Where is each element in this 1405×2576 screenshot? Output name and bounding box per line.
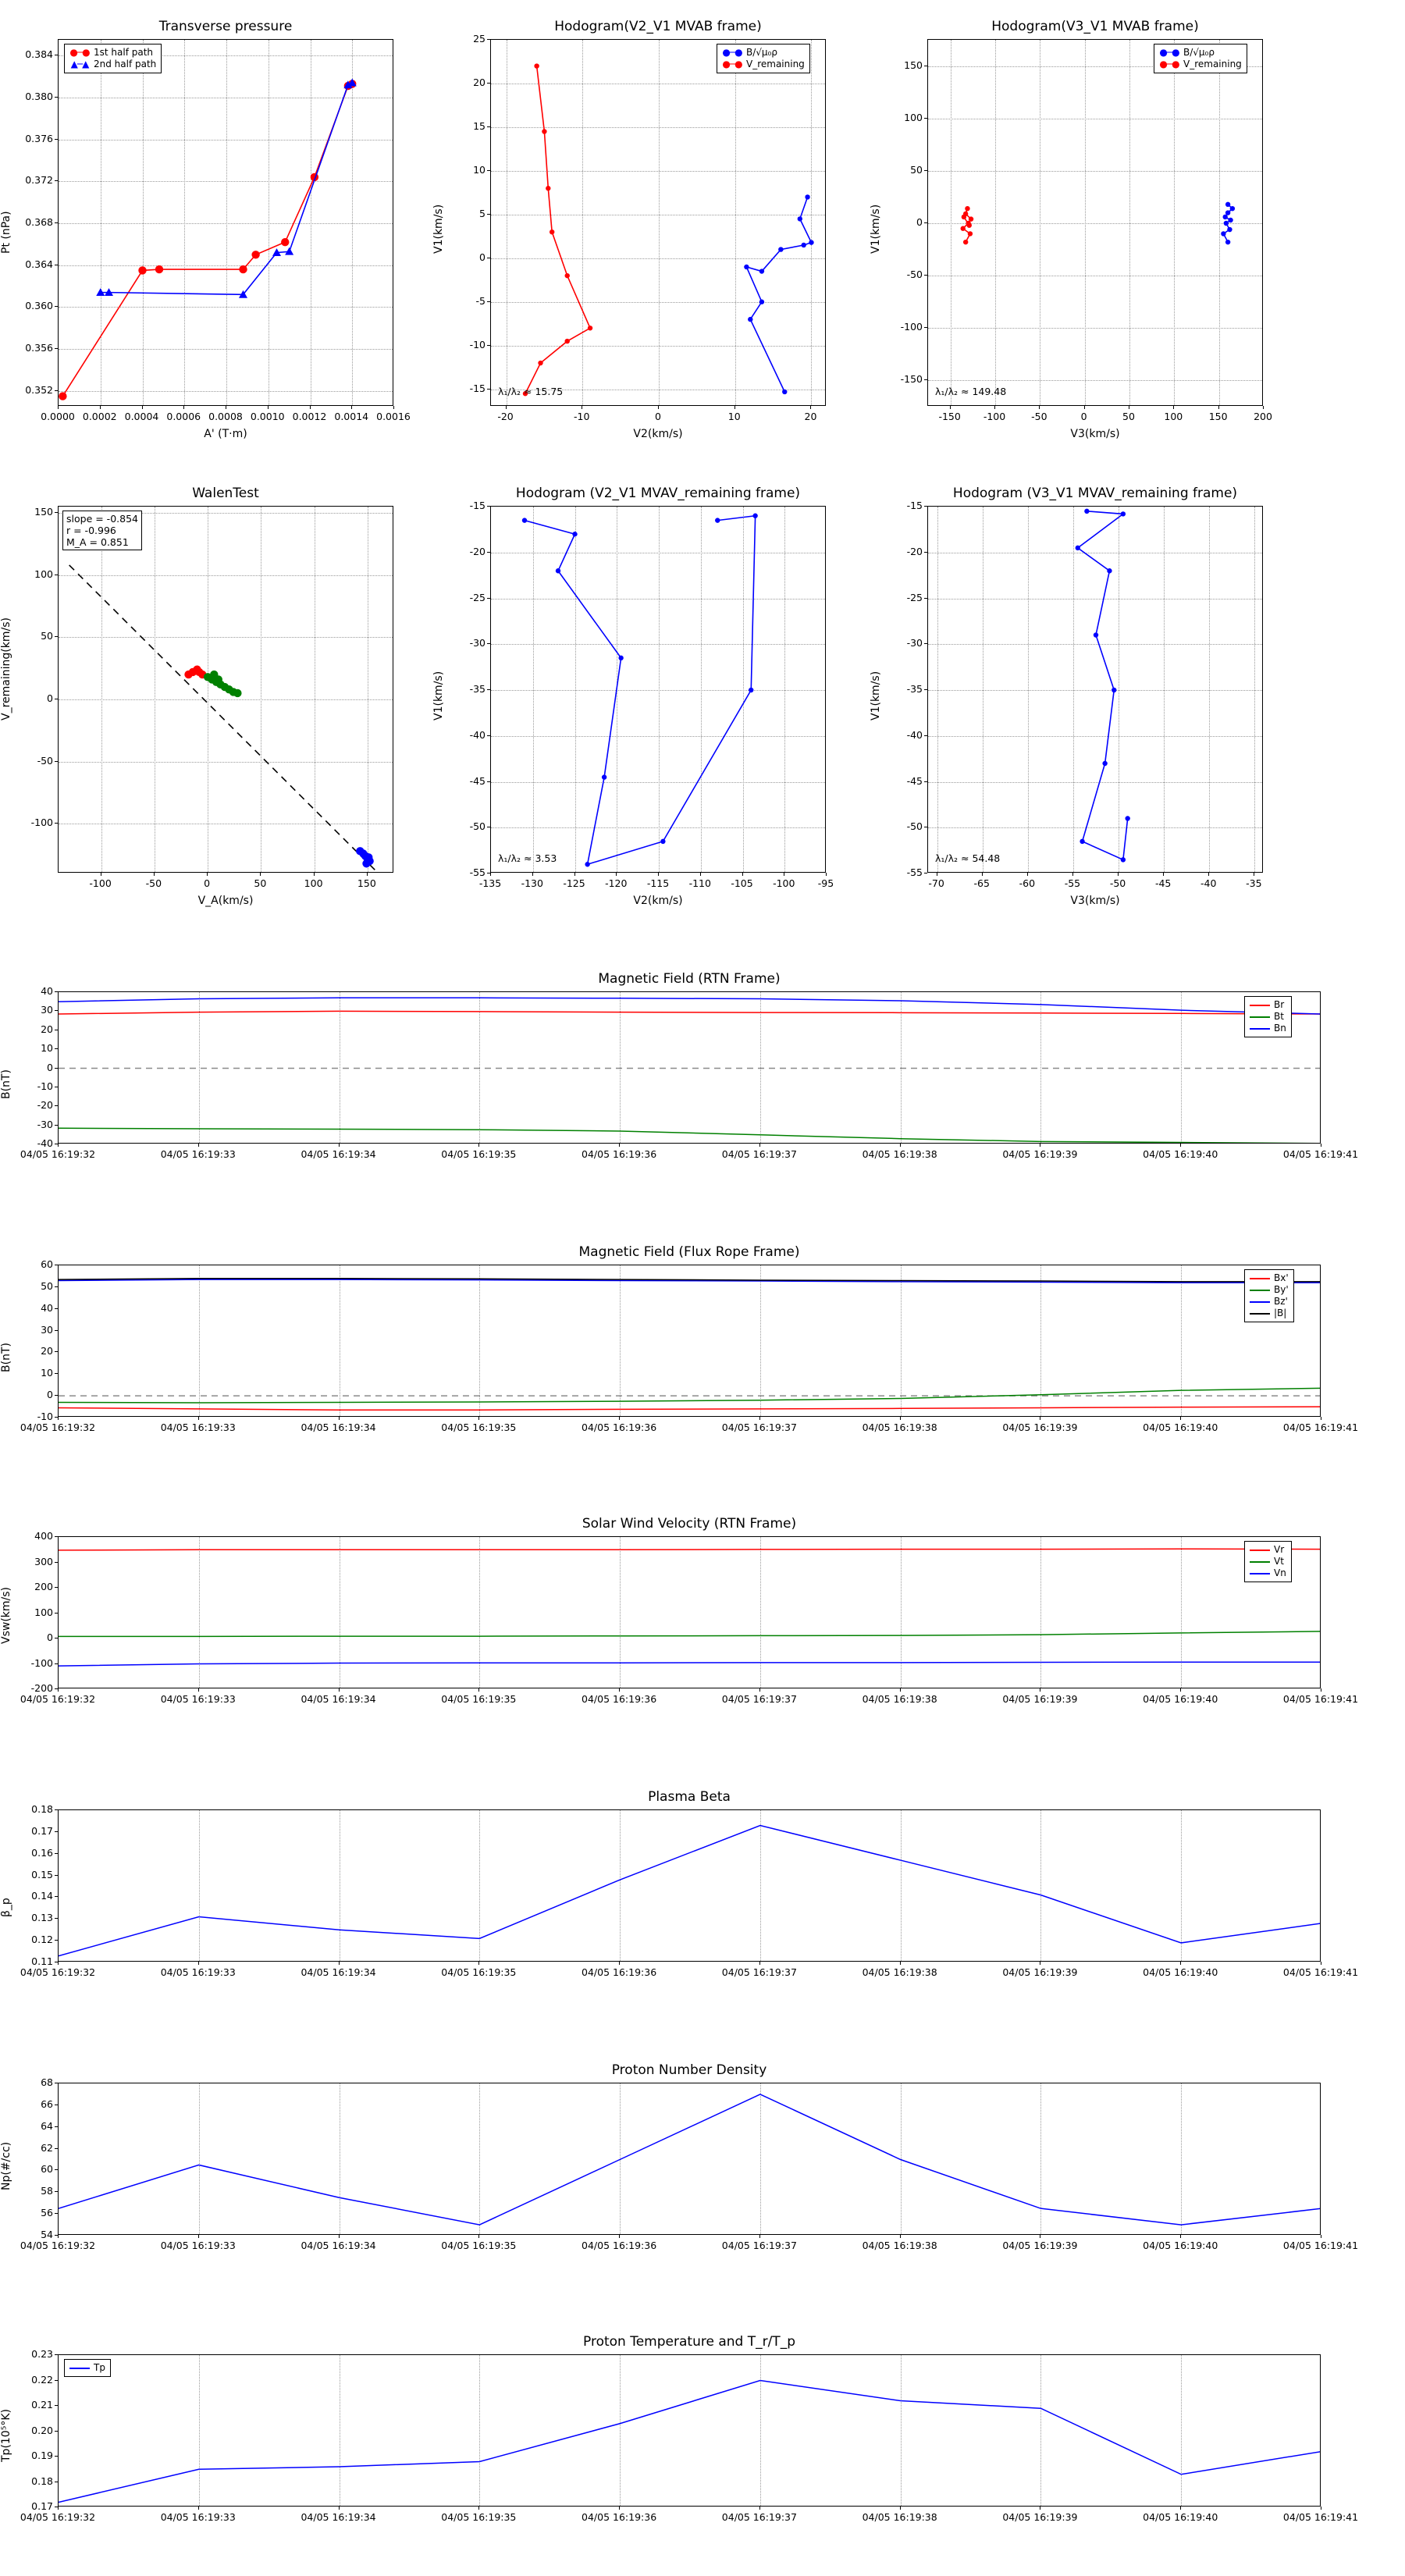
x-tick-label: -10 (574, 411, 590, 422)
x-tick-label: 04/05 16:19:39 (1002, 1966, 1078, 1978)
lambda-ratio-annotation: λ₁/λ₂ ≈ 3.53 (498, 852, 557, 864)
x-tick-label: 04/05 16:19:37 (721, 1148, 797, 1160)
x-tick-label: -40 (1200, 877, 1217, 889)
y-axis-label: V1(km/s) (870, 204, 882, 254)
chart-title-hodogram-v2v1-mvav: Hodogram (V2_V1 MVAV_remaining frame) (515, 486, 801, 501)
x-tick-label: 04/05 16:19:36 (582, 1148, 657, 1160)
y-tick-label: 40 (41, 1301, 53, 1314)
x-tick-label: 04/05 16:19:34 (301, 1421, 376, 1433)
x-tick-label: 04/05 16:19:33 (160, 1421, 236, 1433)
x-tick-label: 04/05 16:19:39 (1002, 1693, 1078, 1705)
x-tick-label: 04/05 16:19:37 (721, 2240, 797, 2251)
x-tick-label: 04/05 16:19:35 (441, 1693, 517, 1705)
x-tick-label: 04/05 16:19:41 (1282, 1148, 1359, 1160)
y-tick-label: 20 (473, 76, 486, 88)
legend-swatch-Tp (69, 2368, 90, 2369)
y-tick-label: 10 (41, 1367, 53, 1379)
chart-title-transverse-pressure: Transverse pressure (158, 19, 293, 34)
legend-label: Br (1274, 999, 1285, 1010)
y-axis-label: Np(#/cc) (0, 2141, 12, 2190)
y-tick-label: 0.384 (25, 48, 53, 61)
y-tick-label: -15 (906, 500, 923, 511)
y-tick-label: 0.360 (25, 300, 53, 312)
chart-plot-proton-temperature (59, 2355, 1321, 2507)
y-tick-label: 0.13 (31, 1912, 53, 1924)
x-tick-label: 04/05 16:19:38 (862, 1693, 937, 1705)
x-tick-label: 0.0012 (292, 411, 327, 422)
y-tick-label: 0.14 (31, 1890, 53, 1902)
y-tick-label: 0.11 (31, 1955, 53, 1967)
x-tick-label: 04/05 16:19:33 (160, 1693, 236, 1705)
x-tick-label: -20 (497, 411, 514, 422)
y-tick-mark (55, 2405, 58, 2406)
x-tick-mark (339, 2507, 340, 2510)
y-tick-label: 58 (41, 2185, 53, 2197)
y-tick-label: 200 (34, 1581, 53, 1592)
y-axis-label: V1(km/s) (432, 204, 445, 254)
chart-title-plasma-beta: Plasma Beta (648, 1789, 731, 1805)
x-tick-label: -50 (145, 877, 162, 889)
legend-label: V_remaining (746, 59, 805, 69)
x-tick-label: 04/05 16:19:32 (20, 1966, 96, 1978)
chart-legend-proton-temperature (64, 2359, 111, 2377)
y-axis-label: B(nT) (0, 1342, 12, 1372)
y-tick-label: -5 (475, 294, 486, 307)
x-tick-label: 04/05 16:19:39 (1002, 2240, 1078, 2251)
x-tick-label: 04/05 16:19:34 (301, 2511, 376, 2523)
x-tick-label: 04/05 16:19:38 (862, 1421, 937, 1433)
x-tick-label: 04/05 16:19:33 (160, 1966, 236, 1978)
x-tick-label: 04/05 16:19:35 (441, 1966, 517, 1978)
x-tick-label: 04/05 16:19:36 (582, 1693, 657, 1705)
y-axis-label: Tp(10⁵°K) (0, 2408, 12, 2462)
x-tick-label: 0.0006 (166, 411, 201, 422)
x-tick-label: -115 (646, 877, 670, 889)
lambda-ratio-annotation: λ₁/λ₂ ≈ 54.48 (935, 852, 1001, 864)
legend-entry (69, 2362, 105, 2374)
legend-marker-1st half path: ●─● (69, 47, 90, 58)
x-tick-label: 04/05 16:19:38 (862, 2511, 937, 2523)
y-tick-label: 50 (910, 163, 923, 176)
x-tick-label: 04/05 16:19:40 (1143, 1693, 1218, 1705)
x-tick-label: -60 (1019, 877, 1036, 889)
x-tick-label: 04/05 16:19:37 (721, 1421, 797, 1433)
chart-title-hodogram-v2v1-mvab: Hodogram(V2_V1 MVAB frame) (554, 19, 762, 34)
y-tick-label: 0 (47, 692, 53, 704)
x-tick-label: 04/05 16:19:36 (582, 1421, 657, 1433)
x-tick-label: 04/05 16:19:33 (160, 2240, 236, 2251)
x-tick-label: 04/05 16:19:34 (301, 1148, 376, 1160)
y-tick-label: 0.12 (31, 1934, 53, 1946)
x-tick-label: -65 (973, 877, 990, 889)
x-tick-mark (1180, 2507, 1181, 2510)
x-tick-label: 04/05 16:19:40 (1143, 1148, 1218, 1160)
y-axis-label: Vsw(km/s) (0, 1586, 12, 1644)
y-tick-label: -15 (469, 500, 486, 511)
series-line-Tp (59, 2381, 1321, 2503)
x-tick-label: 04/05 16:19:32 (20, 1693, 96, 1705)
x-tick-label: 200 (1254, 411, 1272, 422)
y-tick-label: -55 (469, 866, 486, 878)
y-tick-label: -45 (469, 774, 486, 787)
y-tick-label: 150 (904, 59, 923, 71)
y-tick-label: -45 (906, 774, 923, 787)
x-tick-label: -45 (1154, 877, 1172, 889)
x-tick-label: 04/05 16:19:33 (160, 2511, 236, 2523)
y-tick-label: 0.368 (25, 216, 53, 228)
y-tick-label: 60 (41, 1258, 53, 1270)
legend-marker-V_remaining: ●─● (722, 59, 742, 69)
y-tick-label: 0.356 (25, 342, 53, 354)
x-tick-mark (900, 2507, 901, 2510)
legend-marker-B/√μ₀ρ: ●─● (1159, 47, 1179, 58)
y-tick-label: 0.23 (31, 2348, 53, 2360)
y-tick-label: 50 (41, 630, 53, 642)
y-tick-label: 0.364 (25, 258, 53, 270)
y-tick-label: 0 (47, 1389, 53, 1401)
x-tick-label: 04/05 16:19:34 (301, 1966, 376, 1978)
legend-label: B/√μ₀ρ (746, 47, 777, 58)
x-tick-label: -50 (1109, 877, 1126, 889)
x-tick-label: -130 (521, 877, 543, 889)
legend-label: Tp (94, 2362, 105, 2373)
chart-title-hodogram-v3v1-mvab: Hodogram(V3_V1 MVAB frame) (991, 19, 1199, 34)
x-tick-label: 04/05 16:19:37 (721, 1966, 797, 1978)
x-tick-label: 04/05 16:19:32 (20, 1421, 96, 1433)
y-axis-label: B(nT) (0, 1069, 12, 1099)
x-tick-label: -95 (817, 877, 834, 889)
y-tick-label: 0 (916, 216, 923, 228)
y-tick-label: -100 (30, 1656, 53, 1669)
x-tick-label: 04/05 16:19:37 (721, 1693, 797, 1705)
x-tick-label: -100 (773, 877, 795, 889)
y-tick-label: -20 (469, 545, 486, 557)
legend-label: Bn (1274, 1023, 1286, 1034)
y-tick-label: -50 (469, 820, 486, 833)
x-tick-label: -105 (731, 877, 753, 889)
y-tick-label: 0 (47, 1631, 53, 1643)
x-tick-label: 04/05 16:19:39 (1002, 1421, 1078, 1433)
x-tick-label: 04/05 16:19:32 (20, 2240, 96, 2251)
chart-title-walen-test: WalenTest (192, 486, 259, 501)
y-tick-label: 0.16 (31, 1846, 53, 1859)
x-tick-label: 04/05 16:19:33 (160, 1148, 236, 1160)
x-tick-label: 04/05 16:19:35 (441, 1421, 517, 1433)
x-axis-label: V3(km/s) (1070, 428, 1120, 440)
y-tick-label: 20 (41, 1345, 53, 1357)
x-tick-label: 0.0008 (208, 411, 243, 422)
y-axis-label: V1(km/s) (870, 671, 882, 720)
x-tick-label: -50 (1031, 411, 1048, 422)
x-tick-label: -100 (983, 411, 1006, 422)
legend-marker-2nd half path: ▲─▲ (70, 59, 89, 69)
legend-label: Vn (1274, 1567, 1286, 1578)
x-tick-label: -150 (938, 411, 961, 422)
walen-stat-line: slope = -0.854 (66, 513, 138, 525)
walen-stat-line: M_A = 0.851 (66, 536, 129, 548)
x-tick-mark (759, 2507, 760, 2510)
y-tick-label: -200 (30, 1682, 53, 1694)
x-tick-label: 0 (204, 877, 211, 889)
x-tick-label: 04/05 16:19:37 (721, 2511, 797, 2523)
x-tick-label: 04/05 16:19:39 (1002, 1148, 1078, 1160)
legend-label: Vt (1274, 1556, 1284, 1567)
walen-stat-line: r = -0.996 (66, 525, 116, 536)
y-tick-label: -35 (906, 683, 923, 695)
y-tick-label: -150 (900, 373, 923, 386)
y-tick-label: 0.15 (31, 1868, 53, 1880)
y-tick-label: -20 (906, 545, 923, 557)
x-tick-label: 100 (304, 877, 323, 889)
y-tick-label: -50 (906, 820, 923, 833)
x-tick-label: 0.0004 (124, 411, 159, 422)
y-tick-label: 62 (41, 2141, 53, 2154)
y-tick-label: 20 (41, 1023, 53, 1035)
x-tick-label: 04/05 16:19:38 (862, 1966, 937, 1978)
y-tick-label: 0.18 (31, 1803, 53, 1815)
y-tick-label: 5 (479, 207, 486, 219)
x-tick-label: 04/05 16:19:41 (1282, 1966, 1359, 1978)
y-tick-label: 0.20 (31, 2424, 53, 2436)
x-tick-label: 04/05 16:19:41 (1282, 1693, 1359, 1705)
x-tick-label: -120 (605, 877, 628, 889)
y-tick-label: 0.21 (31, 2399, 53, 2411)
y-tick-label: 54 (41, 2229, 53, 2240)
y-tick-label: 30 (41, 1323, 53, 1336)
y-tick-label: 150 (34, 505, 53, 518)
x-tick-label: 20 (804, 411, 817, 422)
legend-label: |B| (1274, 1308, 1287, 1318)
legend-label: Vr (1274, 1544, 1285, 1555)
x-tick-label: 150 (357, 877, 376, 889)
legend-label: V_remaining (1183, 59, 1242, 69)
y-tick-label: -100 (30, 817, 53, 829)
y-tick-label: 50 (41, 1279, 53, 1292)
y-tick-label: 30 (41, 1004, 53, 1016)
x-tick-label: 100 (1164, 411, 1183, 422)
y-tick-label: -25 (906, 591, 923, 603)
y-axis-label: V1(km/s) (432, 671, 445, 720)
y-tick-label: -100 (900, 321, 923, 333)
legend-marker-B/√μ₀ρ: ●─● (722, 47, 742, 58)
chart-title-proton-number-density: Proton Number Density (611, 2062, 767, 2078)
x-tick-label: 0.0014 (334, 411, 369, 422)
x-tick-label: -100 (89, 877, 112, 889)
y-tick-label: 0.352 (25, 383, 53, 396)
x-tick-label: 04/05 16:19:41 (1282, 1421, 1359, 1433)
legend-label: By' (1274, 1284, 1289, 1295)
x-tick-label: 04/05 16:19:34 (301, 2240, 376, 2251)
x-tick-mark (478, 2507, 479, 2510)
x-tick-label: 04/05 16:19:40 (1143, 1421, 1218, 1433)
y-tick-label: -40 (469, 728, 486, 741)
x-axis-label: A' (T·m) (204, 428, 247, 440)
y-tick-label: -30 (906, 637, 923, 649)
x-tick-label: 04/05 16:19:38 (862, 2240, 937, 2251)
y-tick-label: -40 (906, 728, 923, 741)
y-tick-label: 300 (34, 1555, 53, 1567)
y-tick-label: 0.17 (31, 1824, 53, 1837)
x-tick-label: 04/05 16:19:40 (1143, 1966, 1218, 1978)
y-tick-label: -15 (469, 382, 486, 394)
y-tick-label: 0 (479, 251, 486, 263)
y-tick-label: 400 (34, 1530, 53, 1542)
chart-title-solar-wind-velocity: Solar Wind Velocity (RTN Frame) (582, 1516, 797, 1532)
y-tick-label: -20 (37, 1099, 53, 1112)
x-tick-label: 10 (727, 411, 741, 422)
y-tick-label: -10 (469, 338, 486, 350)
x-tick-label: 0 (1080, 411, 1087, 422)
x-axis-label: V2(km/s) (633, 428, 683, 440)
y-tick-label: -35 (469, 683, 486, 695)
y-tick-label: 100 (34, 568, 53, 580)
y-tick-label: -50 (906, 269, 923, 281)
x-tick-label: 04/05 16:19:38 (862, 1148, 937, 1160)
x-tick-label: -55 (1064, 877, 1081, 889)
plot-area-proton-temperature (58, 2354, 1321, 2507)
legend-label: Bt (1274, 1011, 1284, 1022)
y-tick-label: -10 (37, 1080, 53, 1092)
x-tick-label: 04/05 16:19:40 (1143, 2511, 1218, 2523)
x-tick-label: 04/05 16:19:32 (20, 2511, 96, 2523)
y-tick-label: 0.372 (25, 174, 53, 187)
y-axis-label: V_remaining(km/s) (0, 617, 12, 720)
x-tick-label: 0.0000 (41, 411, 75, 422)
x-tick-label: -125 (563, 877, 585, 889)
y-tick-label: 60 (41, 2163, 53, 2176)
y-tick-label: 0.376 (25, 132, 53, 144)
legend-label: Bz' (1274, 1296, 1288, 1307)
x-tick-label: -135 (478, 877, 502, 889)
x-tick-label: 0 (655, 411, 661, 422)
x-tick-label: -70 (928, 877, 944, 889)
y-axis-label: Pt (nPa) (0, 211, 12, 254)
legend-label: 2nd half path (94, 59, 157, 69)
y-tick-label: -25 (469, 591, 486, 603)
y-tick-label: 25 (473, 33, 486, 44)
chart-title-magnetic-field-rtn: Magnetic Field (RTN Frame) (598, 971, 781, 987)
legend-marker-V_remaining: ●─● (1159, 59, 1179, 69)
x-tick-label: 50 (254, 877, 267, 889)
x-tick-label: 50 (1122, 411, 1135, 422)
y-tick-label: 100 (34, 1606, 53, 1618)
x-tick-label: 04/05 16:19:36 (582, 2511, 657, 2523)
chart-title-magnetic-field-flux-rope: Magnetic Field (Flux Rope Frame) (578, 1244, 800, 1260)
x-tick-label: 0.0010 (250, 411, 285, 422)
x-tick-label: 04/05 16:19:34 (301, 1693, 376, 1705)
x-axis-label: V_A(km/s) (197, 895, 254, 907)
y-tick-mark (55, 2456, 58, 2457)
x-tick-label: 04/05 16:19:32 (20, 1148, 96, 1160)
y-tick-label: -55 (906, 866, 923, 878)
x-tick-label: 04/05 16:19:41 (1282, 2511, 1359, 2523)
x-tick-label: 04/05 16:19:35 (441, 1148, 517, 1160)
legend-label: Bx' (1274, 1272, 1289, 1283)
y-axis-label: β_p (0, 1897, 12, 1917)
y-tick-label: 0.22 (31, 2373, 53, 2386)
chart-title-proton-temperature: Proton Temperature and T_r/T_p (583, 2334, 795, 2350)
y-tick-mark (55, 2431, 58, 2432)
x-tick-mark (58, 2507, 59, 2510)
legend-label: 1st half path (94, 47, 154, 58)
y-tick-label: 0.19 (31, 2450, 53, 2461)
y-tick-mark (55, 2380, 58, 2381)
x-tick-label: -110 (688, 877, 711, 889)
y-tick-label: 68 (41, 2076, 53, 2088)
y-tick-label: -50 (37, 754, 53, 767)
chart-title-hodogram-v3v1-mvav: Hodogram (V3_V1 MVAV_remaining frame) (952, 486, 1238, 501)
y-tick-label: 15 (473, 119, 486, 132)
y-tick-label: 0.18 (31, 2475, 53, 2487)
x-tick-label: 04/05 16:19:35 (441, 2240, 517, 2251)
lambda-ratio-annotation: λ₁/λ₂ ≈ 149.48 (935, 386, 1007, 397)
y-tick-label: -10 (37, 1411, 53, 1422)
y-tick-label: 100 (904, 111, 923, 123)
x-axis-label: V3(km/s) (1070, 895, 1120, 907)
x-tick-label: 04/05 16:19:40 (1143, 2240, 1218, 2251)
x-tick-mark (619, 2507, 620, 2510)
y-tick-label: 40 (41, 985, 53, 997)
y-tick-mark (55, 2354, 58, 2355)
x-tick-mark (198, 2507, 199, 2510)
x-tick-label: 04/05 16:19:36 (582, 2240, 657, 2251)
x-tick-label: 150 (1208, 411, 1228, 422)
y-tick-label: 0 (47, 1061, 53, 1073)
x-tick-label: 04/05 16:19:36 (582, 1966, 657, 1978)
x-tick-label: 04/05 16:19:39 (1002, 2511, 1078, 2523)
y-tick-label: 66 (41, 2097, 53, 2110)
y-tick-label: 10 (41, 1042, 53, 1055)
y-tick-label: 10 (473, 163, 486, 176)
y-tick-label: 64 (41, 2119, 53, 2132)
y-tick-label: 56 (41, 2207, 53, 2219)
lambda-ratio-annotation: λ₁/λ₂ ≈ 15.75 (498, 386, 564, 397)
x-tick-label: -35 (1246, 877, 1262, 889)
y-tick-label: -30 (37, 1118, 53, 1130)
x-axis-label: V2(km/s) (633, 895, 683, 907)
y-tick-label: -40 (37, 1137, 53, 1149)
y-tick-label: -30 (469, 637, 486, 649)
x-tick-label: 04/05 16:19:35 (441, 2511, 517, 2523)
legend-label: B/√μ₀ρ (1183, 47, 1215, 58)
x-tick-label: 0.0002 (82, 411, 117, 422)
y-tick-label: 0.17 (31, 2500, 53, 2512)
x-tick-label: 0.0016 (376, 411, 411, 422)
y-tick-label: 0.380 (25, 90, 53, 102)
x-tick-label: 04/05 16:19:41 (1282, 2240, 1359, 2251)
